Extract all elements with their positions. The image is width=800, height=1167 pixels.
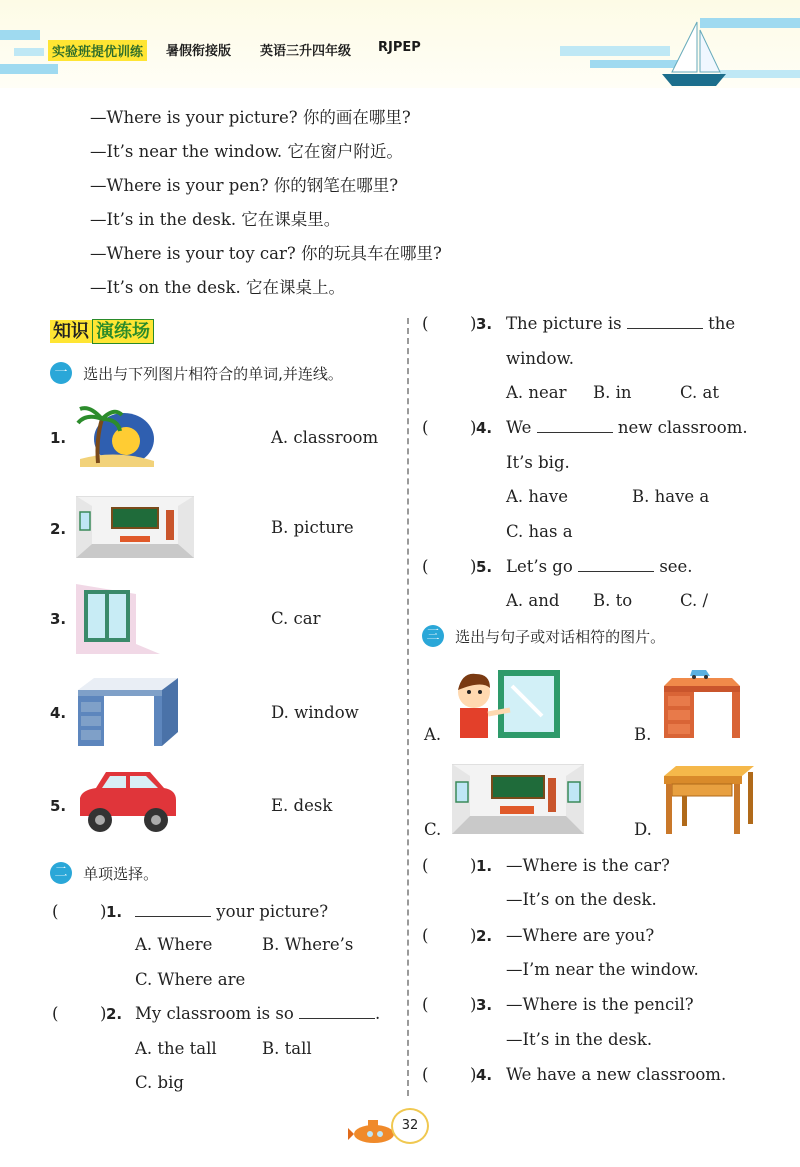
option-a: A. the tall: [135, 1039, 217, 1058]
desk-picture: [78, 676, 180, 748]
question-number: 4.: [476, 419, 493, 437]
s1-word: B. picture: [271, 518, 354, 537]
option-c: C. /: [680, 591, 709, 610]
dialogue-line: —It’s on the desk. 它在课桌上。: [90, 278, 345, 297]
dialogue-line: —It’s on the desk.: [506, 890, 657, 909]
answer-blank[interactable]: [537, 418, 613, 433]
section2-heading: [50, 862, 158, 884]
answer-paren-close: ): [470, 995, 477, 1014]
picture-label-a: A.: [424, 725, 442, 744]
stem-text: your picture?: [216, 902, 329, 921]
stem-text: The picture is: [506, 314, 622, 333]
answer-blank[interactable]: [299, 1004, 375, 1019]
question-stem-line2: window.: [506, 349, 574, 368]
question-number: 2.: [106, 1005, 123, 1023]
dialogue-line: We have a new classroom.: [506, 1065, 727, 1084]
window-picture: [76, 584, 160, 654]
dialogue-line: —It’s near the window. 它在窗户附近。: [90, 142, 403, 161]
answer-blank[interactable]: [627, 314, 703, 329]
beach-island-picture: [76, 405, 156, 471]
picture-label-b: B.: [634, 725, 652, 744]
s1-word: D. window: [271, 703, 359, 722]
dialogue-line: —It’s in the desk. 它在课桌里。: [90, 210, 341, 229]
question-number: 1.: [476, 857, 493, 875]
page-number: 32: [391, 1108, 429, 1144]
section3-badge: 三: [422, 625, 444, 647]
section1-heading: [50, 362, 343, 384]
s1-item-num: 2.: [50, 520, 67, 538]
picture-label-d: D.: [634, 820, 652, 839]
answer-paren-close: ): [100, 902, 107, 921]
answer-blank[interactable]: [578, 557, 654, 572]
stem-text: Let’s go: [506, 557, 573, 576]
option-c: C. big: [135, 1073, 184, 1092]
question-stem: [506, 314, 735, 333]
question-stem-line2: It’s big.: [506, 453, 570, 472]
answer-paren-open: (: [52, 902, 59, 921]
s1-word: E. desk: [271, 796, 333, 815]
answer-paren-close: ): [470, 856, 477, 875]
answer-paren-close: ): [470, 926, 477, 945]
option-b: B. Where’s: [262, 935, 354, 954]
s1-word: A. classroom: [271, 428, 379, 447]
option-c: C. at: [680, 383, 719, 402]
section1-title: 选出与下列图片相符合的单词,并连线。: [83, 364, 343, 383]
practice-label-part1: 知识: [50, 320, 92, 343]
practice-label: [50, 317, 154, 343]
dialogue-line: —It’s in the desk.: [506, 1030, 653, 1049]
question-number: 4.: [476, 1066, 493, 1084]
car-picture: [76, 768, 180, 840]
option-a: A. near: [506, 383, 567, 402]
answer-paren-close: ): [470, 1065, 477, 1084]
question-number: 1.: [106, 903, 123, 921]
picture-label-c: C.: [424, 820, 442, 839]
s1-item-num: 3.: [50, 610, 67, 628]
option-a: A. have: [506, 487, 568, 506]
section2-badge: 二: [50, 862, 72, 884]
option-c: C. has a: [506, 522, 573, 541]
stem-text: My classroom is so: [135, 1004, 294, 1023]
option-c: C. Where are: [135, 970, 246, 989]
section3-heading: [422, 625, 665, 647]
s1-item-num: 1.: [50, 429, 67, 447]
stem-end: .: [375, 1004, 381, 1023]
header-subject: 英语三升四年级: [260, 44, 352, 59]
question-number: 3.: [476, 996, 493, 1014]
wooden-desk-picture: [662, 762, 756, 836]
dialogue-line: —I’m near the window.: [506, 960, 699, 979]
dialogue-line: —Where is the car?: [506, 856, 670, 875]
option-b: B. have a: [632, 487, 710, 506]
answer-paren-open: (: [422, 1065, 429, 1084]
dialogue-line: —Where is the pencil?: [506, 995, 694, 1014]
dialogue-line: —Where is your picture? 你的画在哪里?: [90, 108, 411, 127]
stem-text: new classroom.: [617, 418, 748, 437]
answer-paren-open: (: [422, 557, 429, 576]
option-a: A. and: [506, 591, 560, 610]
answer-paren-open: (: [422, 856, 429, 875]
answer-paren-close: ): [470, 314, 477, 333]
section3-title: 选出与句子或对话相符的图片。: [455, 627, 666, 646]
option-a: A. Where: [135, 935, 213, 954]
answer-paren-close: ): [100, 1004, 107, 1023]
stem-text: the: [708, 314, 736, 333]
s1-item-num: 4.: [50, 704, 67, 722]
header-brand: 实验班提优训练: [48, 40, 147, 61]
answer-blank[interactable]: [135, 902, 211, 917]
section2-title: 单项选择。: [83, 864, 159, 883]
answer-paren-close: ): [470, 418, 477, 437]
answer-paren-open: (: [422, 314, 429, 333]
classroom-picture: [76, 496, 194, 558]
answer-paren-open: (: [422, 995, 429, 1014]
sailboat-icon: [662, 22, 726, 86]
section1-badge: 一: [50, 362, 72, 384]
question-stem: [506, 557, 693, 576]
answer-paren-open: (: [422, 418, 429, 437]
classroom-picture: [452, 764, 584, 834]
option-b: B. in: [593, 383, 632, 402]
option-b: B. to: [593, 591, 633, 610]
answer-paren-open: (: [52, 1004, 59, 1023]
header-publisher: RJPEP: [378, 40, 421, 55]
stem-text: see.: [659, 557, 693, 576]
header-edition: 暑假衔接版: [166, 44, 232, 59]
question-number: 5.: [476, 558, 493, 576]
answer-paren-open: (: [422, 926, 429, 945]
question-stem: [135, 1004, 380, 1023]
question-number: 2.: [476, 927, 493, 945]
answer-paren-close: ): [470, 557, 477, 576]
option-b: B. tall: [262, 1039, 312, 1058]
desk-with-car-picture: [660, 666, 744, 740]
dialogue-line: —Where is your toy car? 你的玩具车在哪里?: [90, 244, 442, 263]
dialogue-line: —Where are you?: [506, 926, 655, 945]
column-divider: [407, 318, 409, 1096]
question-number: 3.: [476, 315, 493, 333]
dialogue-line: —Where is your pen? 你的钢笔在哪里?: [90, 176, 399, 195]
s1-item-num: 5.: [50, 797, 67, 815]
question-stem: [506, 418, 748, 437]
question-stem: [135, 902, 328, 921]
stem-text: We: [506, 418, 532, 437]
s1-word: C. car: [271, 609, 321, 628]
boy-near-window-picture: [452, 666, 564, 740]
practice-label-part2: 演练场: [92, 319, 154, 344]
